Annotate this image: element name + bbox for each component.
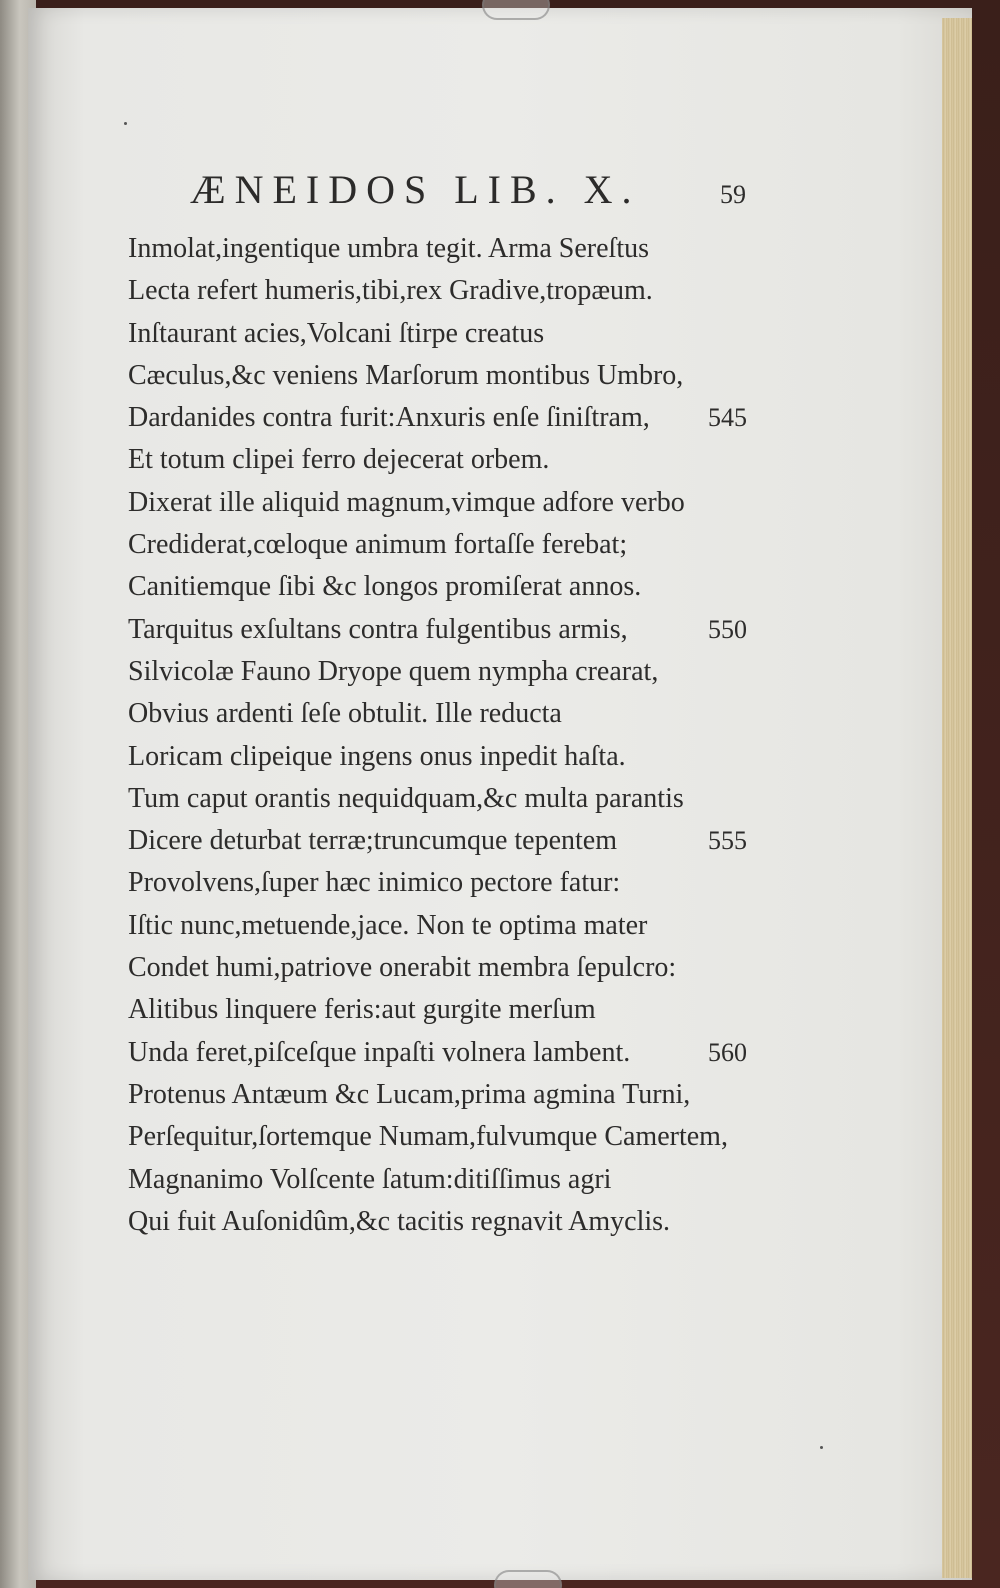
verse-text: Dicere deturbat terræ;truncumque tepentem: [128, 825, 618, 857]
verse-line: [128, 989, 808, 1031]
verse-text: Provolvens,ſuper hæc inimico pectore fatur:: [128, 867, 621, 899]
verse-line: [128, 1116, 808, 1158]
bottom-clip: [494, 1570, 562, 1588]
verse-line: [128, 482, 808, 524]
verse-line: [128, 862, 808, 904]
verse-text: Tarquitus exſultans contra fulgentibus armis,: [128, 613, 628, 645]
verse-line: [128, 693, 808, 735]
verse-line: [128, 313, 808, 355]
verse-text: Perſequitur,ſortemque Numam,fulvumque Camertem,: [128, 1121, 728, 1153]
verse-text: Et totum clipei ferro dejecerat orbem.: [128, 444, 550, 476]
verse-line: [128, 947, 808, 989]
verse-text: Crediderat,cœloque animum fortaſſe ferebat;: [128, 529, 628, 561]
verse-line: [128, 439, 808, 481]
verse-line: [128, 270, 808, 312]
paper-speck: [124, 122, 127, 125]
verse-text: Alitibus linquere feris:aut gurgite merſum: [128, 994, 596, 1026]
line-number: 545: [708, 403, 747, 433]
running-title: ÆNEIDOS LIB. X.: [190, 167, 641, 212]
verse-text: Dardanides contra furit:Anxuris enſe ſiniſtram,: [128, 402, 650, 434]
verse-text: Canitiemque ſibi &c longos promiſerat annos.: [128, 571, 642, 603]
line-number: 555: [708, 826, 747, 856]
verse-text: Magnanimo Volſcente ſatum:ditiſſimus agri: [128, 1163, 612, 1195]
line-number: 560: [708, 1037, 747, 1067]
running-header: [190, 166, 770, 216]
verse-text: Inmolat,ingentique umbra tegit. Arma Sereſtus: [128, 233, 649, 264]
verse-text: Loricam clipeique ingens onus inpedit haſta.: [128, 740, 626, 772]
page-edges: [942, 18, 972, 1578]
verse-line: [128, 1201, 808, 1243]
line-number: 550: [708, 614, 747, 644]
verse-text: Lecta refert humeris,tibi,rex Gradive,tropæum.: [128, 275, 653, 307]
verse-line: [128, 609, 808, 651]
verse-text: Iſtic nunc,metuende,jace. Non te optima mater: [128, 909, 648, 941]
verse-line: [128, 1074, 808, 1116]
top-clip: [482, 0, 550, 20]
verse-text: Unda feret,piſceſque inpaſti volnera lambent.: [128, 1036, 631, 1068]
verse-text: Obvius ardenti ſeſe obtulit. Ille reducta: [128, 698, 562, 730]
verse-line: [128, 524, 808, 566]
verse-text: Cæculus,&c veniens Marſorum montibus Umbro,: [128, 359, 684, 391]
page-number: 59: [720, 180, 746, 209]
verse-line: [128, 228, 808, 270]
verse-text: Condet humi,patriove onerabit membra ſepulcro:: [128, 952, 677, 984]
verse-line: [128, 736, 808, 778]
verse-line: [128, 651, 808, 693]
verse-line: [128, 778, 808, 820]
verse-line: [128, 820, 808, 862]
verse-line: [128, 905, 808, 947]
verse-line: [128, 1032, 808, 1074]
verse-text: Qui fuit Auſonidûm,&c tacitis regnavit Amyclis.: [128, 1205, 671, 1237]
verse-text: Protenus Antæum &c Lucam,prima agmina Turni,: [128, 1078, 691, 1110]
verse-line: [128, 566, 808, 608]
paper-speck: [820, 1446, 823, 1449]
verse-line: [128, 355, 808, 397]
verse-text: Silvicolæ Fauno Dryope quem nympha crearat,: [128, 655, 659, 687]
verse-block: [128, 228, 808, 1243]
verse-line: [128, 397, 808, 439]
verse-text: Tum caput orantis nequidquam,&c multa parantis: [128, 782, 684, 814]
verse-line: [128, 1159, 808, 1201]
verse-text: Inſtaurant acies,Volcani ſtirpe creatus: [128, 317, 545, 349]
verse-text: Dixerat ille aliquid magnum,vimque adfore verbo: [128, 486, 685, 518]
